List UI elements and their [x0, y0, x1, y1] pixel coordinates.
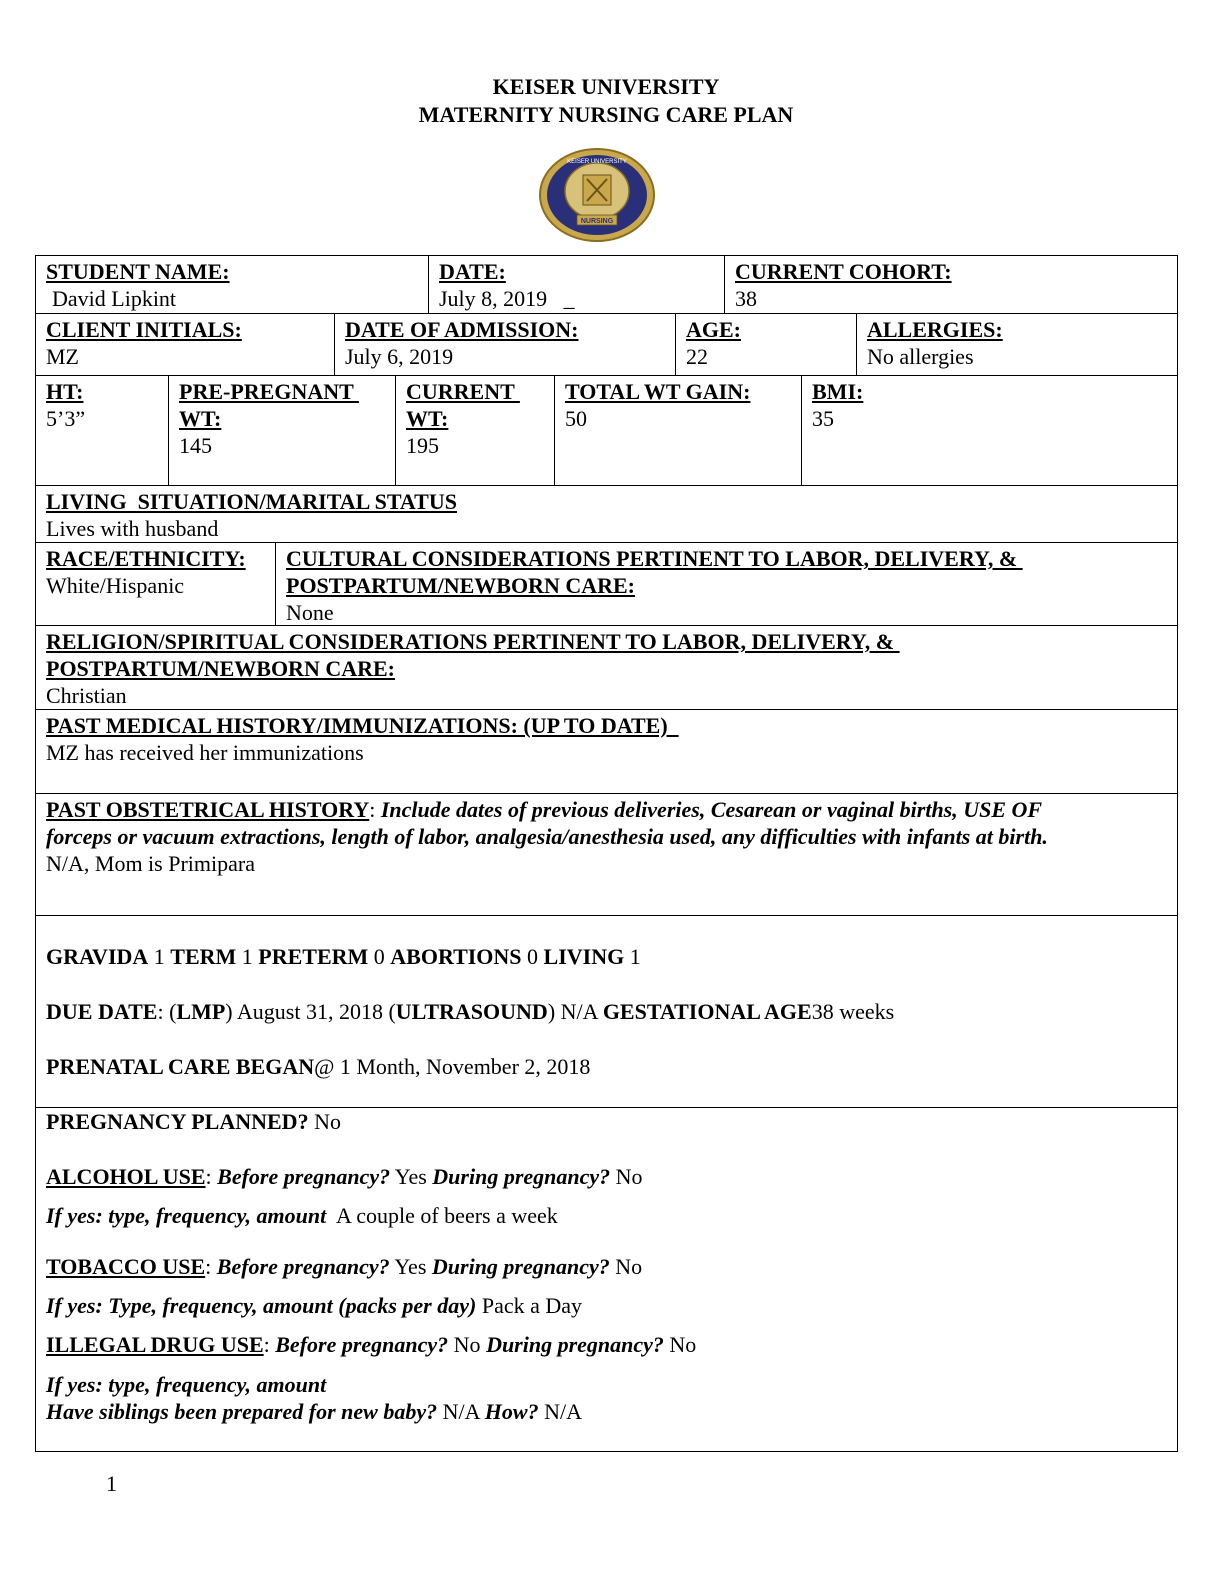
cultural-label-line1: CULTURAL CONSIDERATIONS PERTINENT TO LABOR, DELIVERY, &	[286, 546, 1023, 571]
allergies-label: ALLERGIES:	[867, 317, 1003, 342]
siblings-value: N/A	[437, 1399, 485, 1424]
tobacco-before-question: Before pregnancy?	[216, 1254, 390, 1279]
height-value: 5’3”	[46, 406, 86, 431]
preterm-value: 0	[368, 944, 391, 969]
obstetrical-history-row	[36, 793, 1177, 915]
client-row	[36, 313, 1177, 375]
age-cell	[675, 314, 856, 375]
pregnancy-planned-value: No	[308, 1109, 341, 1134]
medical-history-cell	[36, 710, 1177, 793]
race-value: White/Hispanic	[46, 573, 185, 598]
current-weight-label-line1: CURRENT	[406, 379, 520, 404]
height-label: HT:	[46, 379, 84, 404]
tobacco-during-question: During pregnancy?	[431, 1254, 610, 1279]
how-value: N/A	[538, 1399, 582, 1424]
cultural-cell	[275, 543, 1177, 625]
university-seal-logo	[537, 145, 657, 245]
weight-gain-cell	[554, 376, 801, 485]
religion-value: Christian	[46, 683, 127, 708]
obstetrical-history-value: N/A, Mom is Primipara	[46, 851, 255, 876]
tobacco-detail-value: Pack a Day	[476, 1293, 583, 1318]
tobacco-before-value: Yes	[389, 1254, 432, 1279]
lifestyle-row	[36, 1107, 1177, 1451]
pregnancy-planned-line	[46, 1108, 341, 1135]
due-date-line	[46, 998, 894, 1025]
pregnancy-planned-label: PREGNANCY PLANNED?	[46, 1109, 309, 1134]
page-number: 1	[106, 1471, 117, 1496]
living-label: LIVING	[543, 944, 625, 969]
lmp-label: LMP	[176, 999, 226, 1024]
gravida-label: GRAVIDA	[46, 944, 149, 969]
drug-during-question: During pregnancy?	[486, 1332, 664, 1357]
prenatal-care-line	[46, 1053, 590, 1080]
allergies-value: No allergies	[867, 344, 974, 369]
alcohol-detail-value: A couple of beers a week	[326, 1203, 558, 1228]
term-value: 1	[236, 944, 259, 969]
tobacco-use-label: TOBACCO USE	[46, 1254, 206, 1279]
prepregnant-label-line2: WT:	[179, 406, 222, 431]
alcohol-detail-line	[46, 1202, 558, 1229]
preterm-label: PRETERM	[258, 944, 369, 969]
abortions-label: ABORTIONS	[390, 944, 522, 969]
student-name-cell	[36, 256, 428, 313]
drug-during-value: No	[663, 1332, 697, 1357]
measurements-row	[36, 375, 1177, 485]
alcohol-during-question: During pregnancy?	[432, 1164, 611, 1189]
religion-cell	[36, 626, 1177, 709]
religion-label-line1: RELIGION/SPIRITUAL CONSIDERATIONS PERTINENT TO LABOR, DELIVERY, &	[46, 629, 900, 654]
bmi-cell	[801, 376, 1177, 485]
prepregnant-weight-value: 145	[179, 433, 212, 458]
alcohol-use-label: ALCOHOL USE	[46, 1164, 206, 1189]
student-name-label: STUDENT NAME:	[46, 259, 230, 284]
date-value: July 8, 2019 _	[439, 286, 575, 311]
obstetrical-history-label: PAST OBSTETRICAL HISTORY	[46, 797, 370, 822]
alcohol-before-question: Before pregnancy?	[217, 1164, 391, 1189]
cohort-label: CURRENT COHORT:	[735, 259, 952, 284]
living-value: 1	[624, 944, 641, 969]
ultrasound-label: ULTRASOUND	[395, 999, 548, 1024]
how-question: How?	[484, 1399, 539, 1424]
obstetrical-instructions-line1: Include dates of previous deliveries, Cesarean or vaginal births, USE OF	[380, 797, 1043, 822]
plan-title: MATERNITY NURSING CARE PLAN	[418, 102, 794, 127]
cohort-value: 38	[735, 286, 757, 311]
tobacco-colon: :	[205, 1254, 217, 1279]
religion-row	[36, 625, 1177, 709]
gestational-age-label: GESTATIONAL AGE	[602, 999, 812, 1024]
siblings-line	[46, 1398, 582, 1425]
tobacco-during-value: No	[609, 1254, 643, 1279]
alcohol-ifyes-label: If yes: type, frequency, amount	[46, 1203, 327, 1228]
gravida-line	[46, 943, 641, 970]
age-value: 22	[686, 344, 708, 369]
drug-before-value: No	[448, 1332, 487, 1357]
ultrasound-value: ) N/A	[547, 999, 603, 1024]
date-cell	[428, 256, 724, 313]
living-situation-value: Lives with husband	[46, 516, 219, 541]
weight-gain-value: 50	[565, 406, 587, 431]
tobacco-detail-line	[46, 1292, 582, 1319]
allergies-cell	[856, 314, 1177, 375]
current-weight-cell	[395, 376, 554, 485]
student-row	[36, 256, 1177, 313]
weight-gain-label: TOTAL WT GAIN:	[565, 379, 751, 404]
gestational-age-value: 38 weeks	[811, 999, 895, 1024]
drug-detail-line	[46, 1371, 326, 1398]
siblings-question: Have siblings been prepared for new baby?	[46, 1399, 438, 1424]
alcohol-use-line	[46, 1163, 643, 1190]
alcohol-before-value: Yes	[390, 1164, 433, 1189]
prepregnant-weight-cell	[168, 376, 395, 485]
race-label: RACE/ETHNICITY:	[46, 546, 246, 571]
term-label: TERM	[170, 944, 237, 969]
client-initials-label: CLIENT INITIALS:	[46, 317, 242, 342]
height-cell	[36, 376, 168, 485]
svg-text:NURSING: NURSING	[580, 218, 614, 225]
due-date-sep: : (	[157, 999, 177, 1024]
svg-text:KEISER UNIVERSITY: KEISER UNIVERSITY	[567, 159, 627, 165]
religion-label-line2: POSTPARTUM/NEWBORN CARE:	[46, 656, 395, 681]
current-weight-value: 195	[406, 433, 439, 458]
abortions-value: 0	[521, 944, 544, 969]
drug-use-label: ILLEGAL DRUG USE	[46, 1332, 264, 1357]
university-name: KEISER UNIVERSITY	[492, 74, 720, 99]
admission-label: DATE OF ADMISSION:	[345, 317, 579, 342]
obstetrical-colon: :	[369, 797, 381, 822]
header-title	[0, 73, 1212, 129]
medical-history-label: PAST MEDICAL HISTORY/IMMUNIZATIONS: (UP TO DATE)	[46, 713, 679, 738]
cultural-label-line2: POSTPARTUM/NEWBORN CARE:	[286, 573, 635, 598]
drug-before-question: Before pregnancy?	[275, 1332, 449, 1357]
tobacco-ifyes-label: If yes: Type, frequency, amount (packs per day)	[46, 1293, 477, 1318]
living-situation-cell	[36, 486, 1177, 542]
alcohol-colon: :	[205, 1164, 218, 1189]
bmi-value: 35	[812, 406, 834, 431]
admission-cell	[334, 314, 675, 375]
obstetrical-history-cell	[36, 794, 1177, 915]
gravida-value: 1	[148, 944, 171, 969]
drug-ifyes-label: If yes: type, frequency, amount	[46, 1372, 327, 1397]
prepregnant-label-line1: PRE-PREGNANT	[179, 379, 359, 404]
cohort-cell	[724, 256, 1177, 313]
living-situation-row	[36, 485, 1177, 542]
medical-history-row	[36, 709, 1177, 793]
cultural-value: None	[286, 600, 334, 625]
student-name-value: David Lipkint	[52, 286, 177, 311]
client-initials-value: MZ	[46, 344, 79, 369]
lmp-value: ) August 31, 2018 (	[225, 999, 396, 1024]
bmi-label: BMI:	[812, 379, 864, 404]
alcohol-during-value: No	[610, 1164, 643, 1189]
admission-value: July 6, 2019	[345, 344, 454, 369]
due-date-label: DUE DATE	[46, 999, 158, 1024]
living-situation-label: LIVING SITUATION/MARITAL STATUS	[46, 489, 457, 514]
current-weight-label-line2: WT:	[406, 406, 449, 431]
gravida-row	[36, 915, 1177, 1107]
age-label: AGE:	[686, 317, 741, 342]
prenatal-care-label: PRENATAL CARE BEGAN	[46, 1054, 315, 1079]
care-plan-form	[35, 255, 1178, 1452]
date-label: DATE:	[439, 259, 506, 284]
prenatal-care-value: @ 1 Month, November 2, 2018	[314, 1054, 591, 1079]
client-initials-cell	[36, 314, 334, 375]
race-cell	[36, 543, 275, 625]
drug-colon: :	[263, 1332, 276, 1357]
medical-history-value: MZ has received her immunizations	[46, 740, 364, 765]
obstetrical-instructions-line2: forceps or vacuum extractions, length of labor, analgesia/anesthesia used, any difficulties with infants at birth.	[46, 824, 1048, 849]
tobacco-use-line	[46, 1253, 642, 1280]
drug-use-line	[46, 1331, 696, 1358]
race-cultural-row	[36, 542, 1177, 625]
